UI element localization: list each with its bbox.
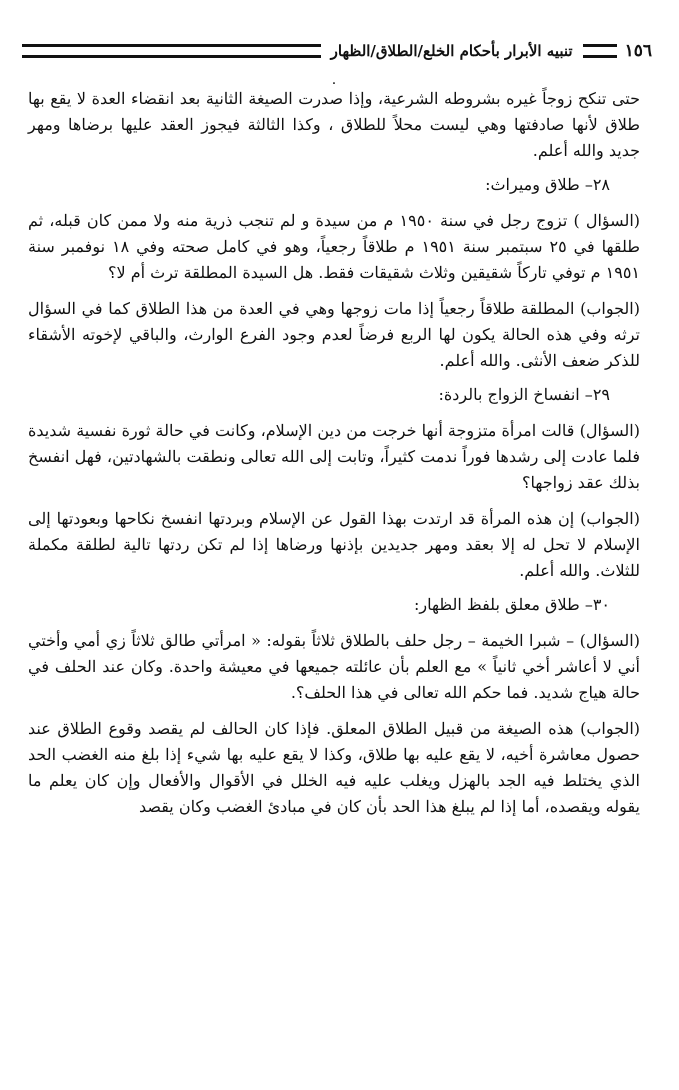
book-title: تنبيه الأبرار بأحكام الخلع/الطلاق/الظهار [330,42,573,60]
running-header [22,38,652,64]
answer-30: (الجواب) هذه الصيغة من قبيل الطلاق المعلق. فإذا كان الحالف لم يقصد وقوع الطلاق عند حصول معاشرة أخيه، لا يقع عليه بها طلاق، وكذا لا يقع عليه بها شيء إذا بلغ منه الغضب الحد الذي يختلط فيه الجد بالهزل ويغلب عليه فيه الخلل في الأقوال والأفعال وإن كان يعلم ما يقوله ويقصده، أما إذا لم يبلغ هذا الحد بأن كان في مبادئ الغضب وكان يقصد [28,719,640,816]
answer-28: (الجواب) المطلقة طلاقاً رجعياً إذا مات زوجها وهي في العدة من هذا الطلاق كما في السؤال ترثه وفي هذه الحالة يكون لها الربع فرضاً لعدم وجود الفرع الوارث، والباقي لإخوته الأشقاء للذكر ضعف الأنثى. والله أعلم. [28,299,640,370]
stray-dot: . [331,72,337,88]
question-29: (السؤال) قالت امرأة متزوجة أنها خرجت من دين الإسلام، وكانت في حالة ثورة نفسية شديدة فلما عادت إلى رشدها فوراً ندمت كثيراً، وتابت إلى الله تعالى ونطقت بالشهادتين، فهل انفسخ بذلك عقد زواجها؟ [28,421,640,492]
header-rule-right [583,44,617,58]
section-heading-30: ٣٠– طلاق معلق بلفظ الظهار: [414,595,610,614]
page-number: ١٥٦ [624,41,652,61]
question-28: (السؤال ) تزوج رجل في سنة ١٩٥٠ م من سيدة و لم تنجب ذرية منه ولا ممن كان قبله، ثم طلقها في ٢٥ سبتمبر سنة ١٩٥١ م طلاقاً رجعياً، وهو في كامل صحته وفي ١٨ نوفمبر سنة ١٩٥١ م توفي تاركاً شقيقين وثلاث شقيقات فقط. هل السيدة المطلقة ترث أم لا؟ [28,211,641,282]
section-heading-28: ٢٨– طلاق وميراث: [485,175,610,194]
section-heading-29: ٢٩– انفساخ الزواج بالردة: [438,385,610,404]
header-rule-left [22,44,321,58]
body-text [28,72,641,828]
question-30: (السؤال) – شبرا الخيمة – رجل حلف بالطلاق ثلاثاً بقوله: « امرأتي طالق ثلاثاً زي أمي وأختي أني لا أعاشر أخي ثانياً » مع العلم بأن عائلته جميعها في معيشة واحدة. وكان عند الحلف في حالة هياج شديد. فما حكم الله تعالى في هذا الحلف؟. [28,631,640,702]
answer-29: (الجواب) إن هذه المرأة قد ارتدت بهذا القول عن الإسلام وبردتها انفسخ نكاحها وبعودتها إلى الإسلام لا تحل له إلا بعقد ومهر جديدين بإذنها ورضاها إذا لم تكن ردتها تالية لطلقة مكملة للثلاث. والله أعلم. [28,509,640,580]
paragraph-intro: حتى تنكح زوجاً غيره بشروطه الشرعية، وإذا صدرت الصيغة الثانية بعد انقضاء العدة لا يقع بها طلاق لأنها صادفتها وهي ليست محلاً للطلاق ، وكذا الثالثة فيجوز العقد عليها برضاها ومهر جديد والله أعلم. [28,89,641,160]
